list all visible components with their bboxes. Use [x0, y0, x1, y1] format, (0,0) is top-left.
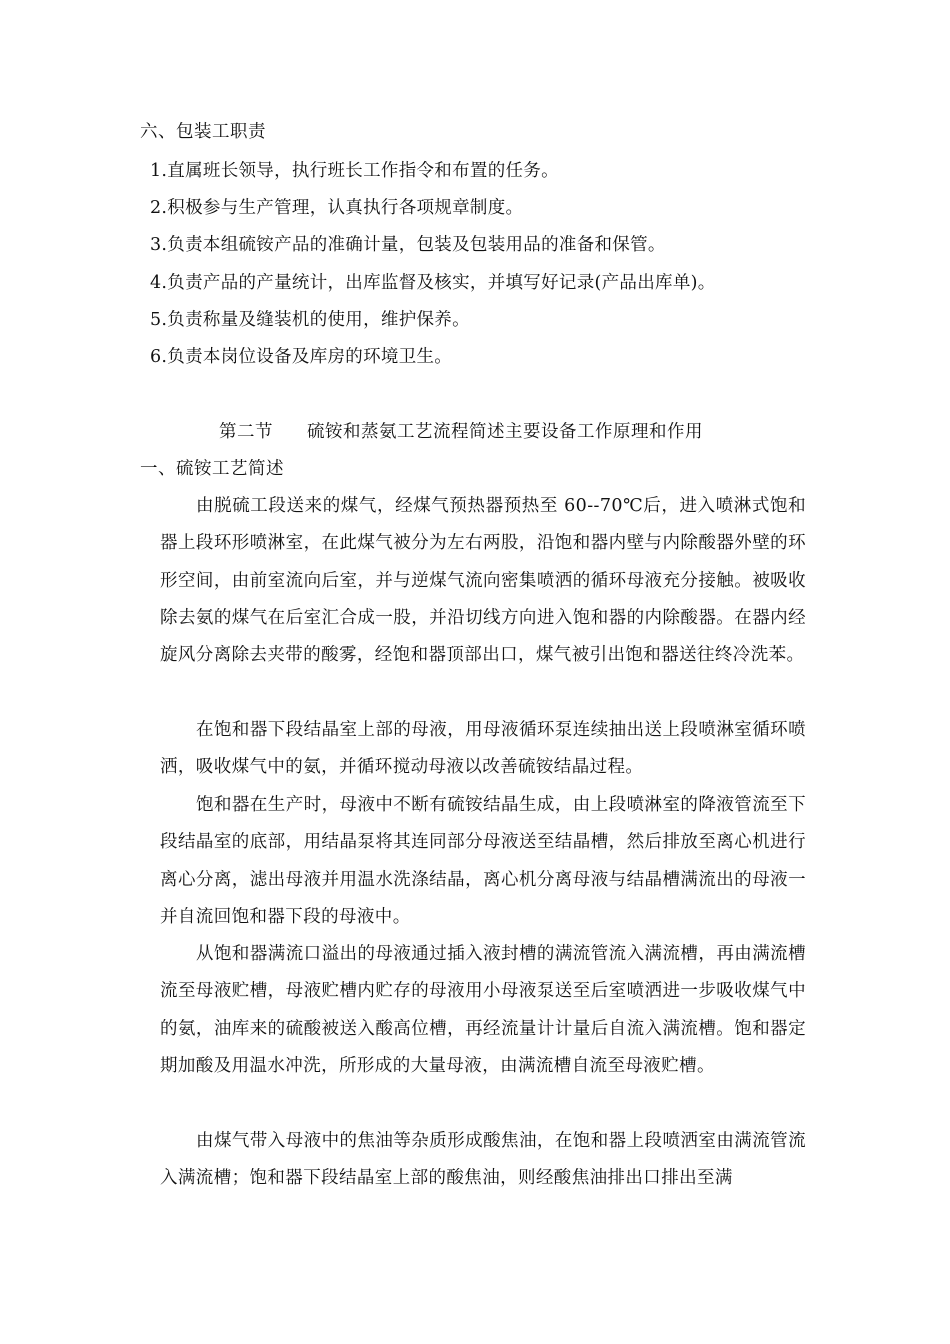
section-title: 硫铵和蒸氨工艺流程简述主要设备工作原理和作用 [307, 422, 703, 442]
paragraph-2: 在饱和器下段结晶室上部的母液，用母液循环泵连续抽出送上段喷淋室循环喷洒，吸收煤气中的氨，并循环搅动母液以改善硫铵结晶过程。 [160, 720, 806, 778]
section-6-title: 六、包装工职责 [140, 122, 266, 142]
section-heading [219, 420, 703, 444]
list-item-2: 2.积极参与生产管理，认真执行各项规章制度。 [150, 198, 524, 218]
list-item-1: 1.直属班长领导，执行班长工作指令和布置的任务。 [150, 161, 559, 181]
paragraph-5: 由煤气带入母液中的焦油等杂质形成酸焦油，在饱和器上段喷洒室由满流管流入满流槽；饱和器下段结晶室上部的酸焦油，则经酸焦油排出口排出至满 [160, 1131, 806, 1189]
list-item-4: 4.负责产品的产量统计，出库监督及核实，并填写好记录(产品出库单)。 [150, 273, 716, 293]
part-1-title: 一、硫铵工艺简述 [140, 459, 284, 479]
paragraph-4: 从饱和器满流口溢出的母液通过插入液封槽的满流管流入满流槽，再由满流槽流至母液贮槽，母液贮槽内贮存的母液用小母液泵送至后室喷洒进一步吸收煤气中的氨，油库来的硫酸被送入酸高位槽，再经流量计计量后自流入满流槽。饱和器定期加酸及用温水冲洗，所形成的大量母液，由满流槽自流至母液贮槽。 [160, 944, 806, 1076]
paragraph-3: 饱和器在生产时，母液中不断有硫铵结晶生成，由上段喷淋室的降液管流至下段结晶室的底部，用结晶泵将其连同部分母液送至结晶槽，然后排放至离心机进行离心分离，滤出母液并用温水洗涤结晶，离心机分离母液与结晶槽满流出的母液一并自流回饱和器下段的母液中。 [160, 795, 806, 927]
list-item-3: 3.负责本组硫铵产品的准确计量，包装及包装用品的准备和保管。 [150, 235, 666, 255]
section-label: 第二节 [219, 422, 273, 442]
paragraph-1: 由脱硫工段送来的煤气，经煤气预热器预热至 60--70℃后，进入喷淋式饱和器上段环形喷淋室，在此煤气被分为左右两股，沿饱和器内壁与内除酸器外壁的环形空间，由前室流向后室，并与逆煤气流向密集喷洒的循环母液充分接触。被吸收除去氨的煤气在后室汇合成一股，并沿切线方向进入饱和器的内除酸器。在器内经旋风分离除去夹带的酸雾，经饱和器顶部出口，煤气被引出饱和器送往终冷洗苯。 [160, 496, 806, 666]
list-item-6: 6.负责本岗位设备及库房的环境卫生。 [150, 347, 453, 367]
list-item-5: 5.负责称量及缝装机的使用，维护保养。 [150, 310, 470, 330]
